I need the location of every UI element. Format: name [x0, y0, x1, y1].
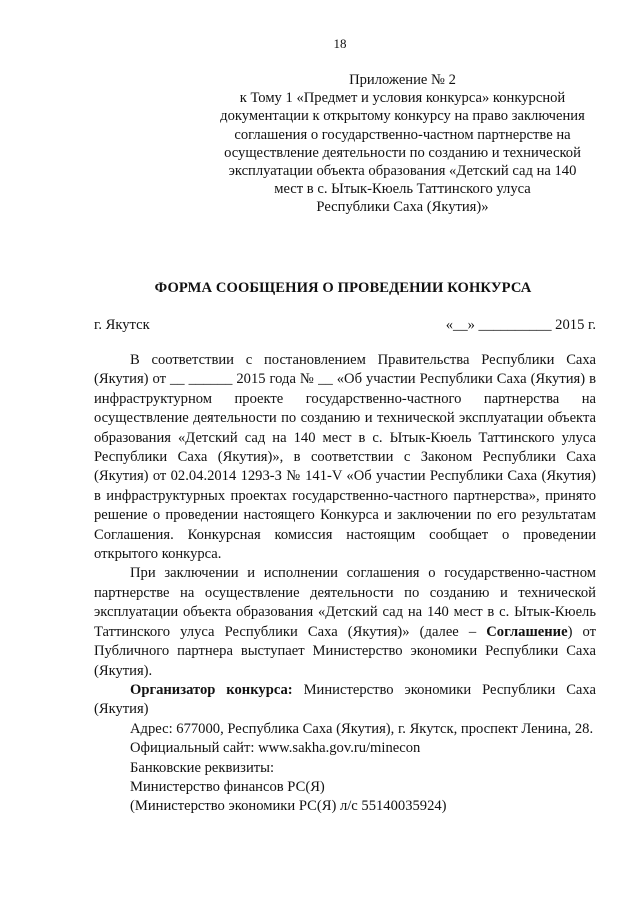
appendix-line: документации к открытому конкурсу на право заключения [220, 108, 585, 125]
paragraph-address: Адрес: 677000, Республика Саха (Якутия), г. Якутск, проспект Ленина, 28. [130, 720, 594, 737]
appendix-header [200, 71, 605, 217]
appendix-line: эксплуатации объекта образования «Детский сад на 140 [228, 163, 577, 180]
paragraph-decision: В соответствии с постановлением Правительства Республики Саха (Якутия) от __ ______ 2015 года № __ «Об участии Республики Саха (Якутия) в инфраструктурном проекте государственно-частного партнерства на осуществление деятельности по созданию и технической эксплуатации объекта образования «Детский сад на 140 мест в с. Ытык-Кюель Таттинского улуса Республики Саха (Якутия)», в соответствии с Законом Республики Саха (Якутия) от 02.04.2014 1293-З № 141-V «Об участии Республики Саха (Якутия) в инфраструктурных проектах государственно-частного партнерства», принято решение о проведении настоящего Конкурса и заключении по его результатам Соглашения. Конкурсная комиссия настоящим сообщает о проведении открытого конкурса. [94, 352, 596, 563]
form-title: ФОРМА СООБЩЕНИЯ О ПРОВЕДЕНИИ КОНКУРСА [154, 280, 532, 296]
appendix-line: осуществление деятельности по созданию и технической [224, 144, 581, 161]
paragraph-text: ) от Публичного партнера выступает Министерство экономики Республики Саха (Якутия). [94, 623, 596, 679]
date: «__» __________ 2015 г. [445, 317, 596, 333]
body-text [94, 351, 596, 817]
paragraph-organizer [94, 681, 596, 720]
appendix-line: соглашения о государственно-частном партнерстве на [234, 126, 571, 143]
website-line: Официальный сайт: www.sakha.gov.ru/minecon [130, 740, 421, 757]
bank-line: (Министерство экономики РС(Я) л/с 55140035924) [130, 798, 447, 815]
city-date-row [94, 317, 596, 334]
paragraph-public-partner [94, 564, 596, 680]
appendix-line: Приложение № 2 [349, 72, 456, 88]
appendix-line: к Тому 1 «Предмет и условия конкурса» конкурсной [239, 90, 566, 107]
organizer-label: Организатор конкурса: [130, 681, 293, 698]
bank-line: Министерство финансов РС(Я) [130, 778, 325, 795]
city: г. Якутск [94, 317, 150, 333]
bank-label: Банковские реквизиты: [130, 759, 274, 776]
appendix-line: мест в с. Ытык-Кюель Таттинского улуса [274, 181, 531, 198]
appendix-line: Республики Саха (Якутия)» [316, 199, 489, 216]
paragraph-text: При заключении и исполнении соглашения о государственно-частном партнерстве на осуществление деятельности по созданию и технической эксплуатации объекта образования «Детский сад на 140 мест в с. Ытык-Кюель Таттинского улуса Республики Саха (Якутия)» (далее – [94, 565, 596, 640]
page-number: 18 [333, 36, 347, 51]
organizer-value: Министерство экономики Республики Саха (Якутия) [94, 681, 596, 718]
agreement-term: Соглашение [486, 623, 568, 640]
